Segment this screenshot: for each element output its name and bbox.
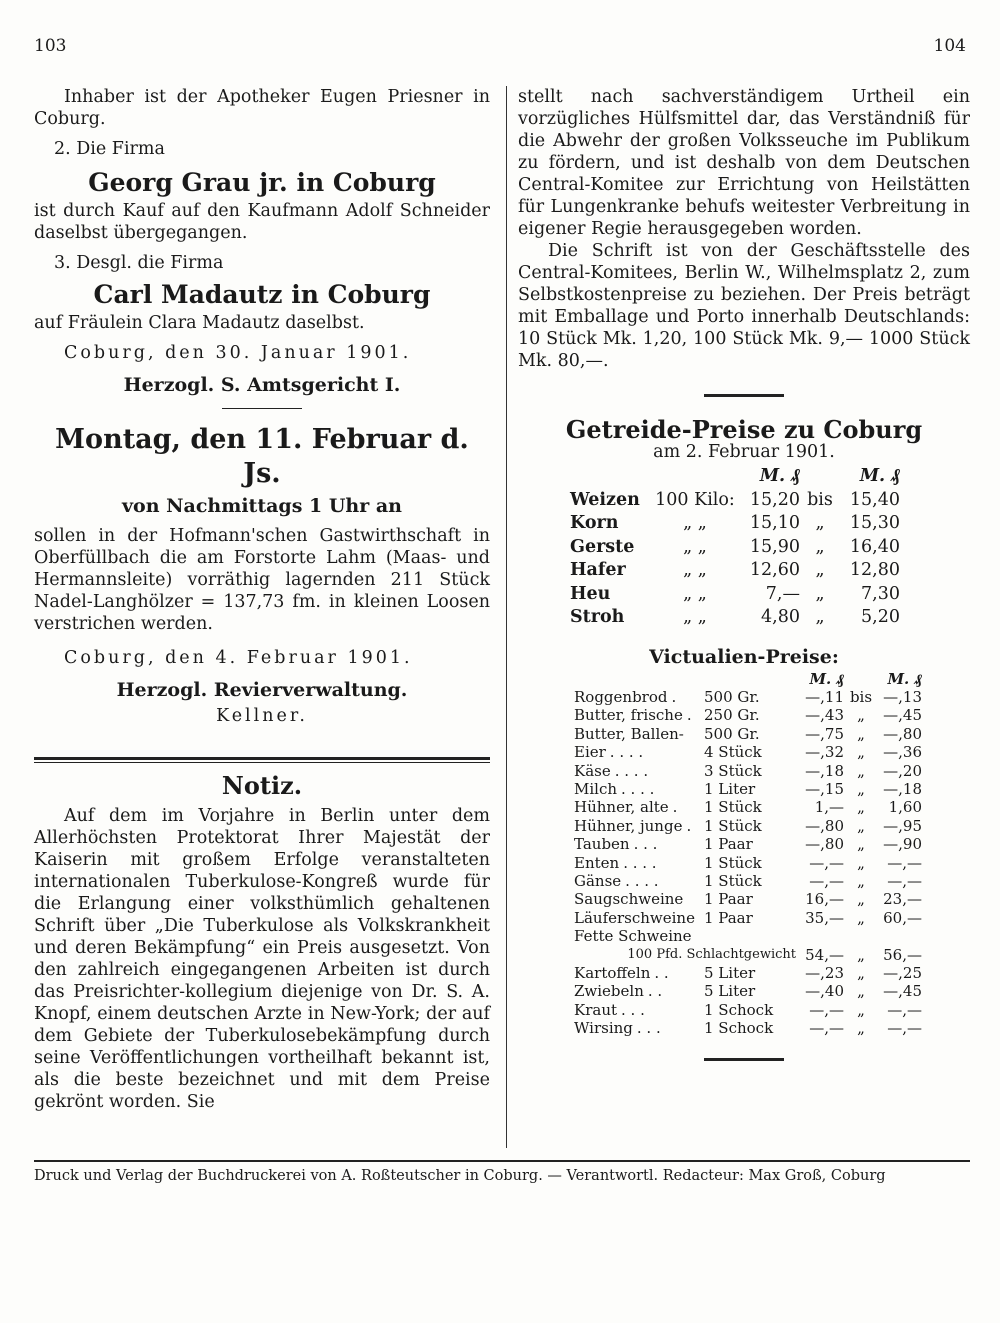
double-rule	[34, 757, 490, 763]
item-leader-dots: .	[672, 798, 678, 817]
grain-separator: bis	[807, 489, 833, 510]
item-price-from: —,75	[805, 724, 844, 743]
item-separator: „	[857, 798, 865, 817]
grain-separator: „	[815, 560, 825, 580]
item-quantity: 4 Stück	[704, 743, 762, 762]
grain-price-from: 15,90	[749, 536, 800, 557]
grain-quantity: „ „	[683, 583, 707, 604]
item-separator: „	[857, 890, 865, 909]
item-price-to: —,18	[883, 779, 922, 798]
item-quantity: 500 Gr.	[704, 724, 760, 743]
victualien-row	[574, 762, 922, 780]
auction-text: sollen in der Hofmann'schen Gastwirthschaft in Oberfüllbach die am Forstorte Lahm (Maas- und Hermannsleite) vorräthig lagernden 211 Stück Nadel-Langhölzer = 137,73 fm. in kleinen Loosen verstrichen werden.	[34, 526, 490, 634]
grain-quantity: „ „	[683, 607, 707, 627]
item-price-from: —,80	[805, 816, 844, 835]
victualien-row	[574, 835, 922, 853]
item-quantity	[704, 927, 796, 945]
grain-name: Hafer	[570, 560, 626, 580]
vict-unit-row	[574, 670, 922, 688]
item-separator: „	[857, 964, 865, 982]
item-name	[574, 982, 704, 1000]
item-price-to: —,—	[887, 853, 922, 872]
victualien-row	[574, 909, 922, 927]
victualien-row	[574, 798, 922, 816]
item-name	[574, 835, 704, 853]
grain-price-table	[570, 465, 900, 630]
item-leader-dots: . .	[647, 982, 663, 1001]
item-quantity: 1 Stück	[704, 871, 762, 890]
item-leader-dots: . . . .	[621, 779, 655, 798]
item-label: Milch	[574, 779, 618, 798]
victualien-row	[574, 688, 922, 706]
item-label: Enten	[574, 853, 620, 872]
section-rule-right	[704, 394, 784, 397]
item-price-from: —,—	[809, 871, 844, 890]
item-name	[574, 798, 704, 816]
victualien-row	[574, 780, 922, 798]
grain-separator: „	[815, 607, 825, 627]
item-label: Gänse	[574, 871, 622, 890]
item-price-from: —,11	[805, 687, 844, 706]
grain-row	[570, 489, 900, 513]
item-price-from: 1,—	[814, 798, 844, 817]
victualien-row	[574, 1001, 922, 1019]
left-column	[34, 86, 490, 1113]
page-number-right: 104	[933, 36, 966, 56]
item-price-to: —,13	[883, 687, 922, 706]
item-price-from: —,43	[805, 706, 844, 725]
grain-separator: „	[815, 583, 825, 604]
grain-separator: „	[815, 513, 825, 533]
auction-heading: Montag, den 11. Februar d. Js.	[55, 424, 469, 489]
victualien-row	[574, 890, 922, 908]
item-label: Kartoffeln	[574, 964, 651, 982]
item-quantity: 1 Schock	[704, 1019, 774, 1038]
item-leader-dots: . . .	[633, 835, 658, 854]
victualien-title: Victualien-Preise:	[649, 645, 839, 668]
item-price-from: 16,—	[805, 890, 844, 909]
grain-price-from: 7,—	[765, 583, 800, 604]
item-name	[574, 909, 704, 927]
grain-price-to: 15,30	[849, 513, 900, 533]
item-name	[574, 1019, 704, 1037]
item-name	[574, 780, 704, 798]
item-price-to: —,45	[883, 706, 922, 725]
unit-pf: ₰	[791, 466, 800, 486]
grain-price-from: 15,20	[749, 489, 800, 510]
item-separator: „	[857, 853, 865, 872]
grain-name: Stroh	[570, 607, 625, 627]
item-label: Käse	[574, 761, 611, 780]
item-separator: bis	[849, 687, 873, 706]
victualien-row	[574, 946, 922, 964]
item-quantity: 1 Stück	[704, 798, 762, 817]
grain-row	[570, 559, 900, 583]
grain-row	[570, 536, 900, 560]
item-price-to: —,—	[887, 871, 922, 890]
item-separator: „	[857, 816, 865, 835]
item-quantity: 1 Stück	[704, 816, 762, 835]
item-label: Wirsing	[574, 1019, 633, 1038]
item-price-to: —,—	[887, 1000, 922, 1019]
item-price-to: —,90	[883, 835, 922, 854]
unit-mark: M.	[809, 669, 832, 688]
item-quantity: 1 Paar	[704, 835, 753, 854]
grain-quantity: 100 Kilo:	[655, 489, 735, 510]
item-quantity: 3 Stück	[704, 761, 762, 780]
unit-mark: M.	[759, 466, 786, 486]
item-leader-dots: . . . .	[625, 871, 659, 890]
victualien-row	[574, 964, 922, 982]
item-price-to: 23,—	[883, 890, 922, 909]
grain-name: Weizen	[570, 489, 640, 510]
continuation-text: stellt nach sachverständigem Urtheil ein vorzügliches Hülfsmittel dar, das Verständniß für die Abwehr der großen Volksseuche im Publikum zu fördern, und ist deshalb von dem Deutschen Central-Komitee zur Errichtung von Heilstätten für Lungenkranke behufs weitester Verbreitung in eigener Regie herausgegeben worden.	[518, 87, 970, 239]
grain-price-from: 4,80	[761, 607, 800, 627]
item-leader-dots: . .	[654, 964, 669, 982]
item-quantity: 1 Liter	[704, 779, 756, 798]
victualien-row	[574, 725, 922, 743]
grain-name: Gerste	[570, 536, 635, 557]
grain-row	[570, 606, 900, 630]
victualien-row	[574, 854, 922, 872]
item-name	[574, 964, 704, 982]
grain-quantity: „ „	[683, 513, 707, 533]
unit-mark: M.	[887, 669, 910, 688]
firm-3-name: Carl Madautz in Coburg	[93, 280, 431, 309]
item-name	[574, 1001, 704, 1019]
column-divider	[506, 86, 507, 1148]
item-label: Hühner, junge	[574, 816, 683, 835]
office-signature: Herzogl. Revierverwaltung.	[116, 679, 408, 701]
item-leader-dots: .	[686, 706, 692, 725]
item-price-to: —,45	[883, 982, 922, 1001]
item-quantity: 100 Pfd. Schlachtgewicht	[627, 946, 796, 962]
item-quantity: 500 Gr.	[704, 687, 760, 706]
unit-pf: ₰	[836, 669, 844, 688]
victualien-row	[574, 1019, 922, 1037]
item-leader-dots: .	[686, 816, 692, 835]
item-price-from: —,—	[809, 1000, 844, 1019]
item-label: Tauben	[574, 835, 630, 854]
item-label: Zwiebeln	[574, 982, 644, 1001]
section-rule	[222, 408, 302, 409]
item-label: Fette Schweine	[574, 927, 692, 946]
unit-mark: M.	[859, 466, 886, 486]
victualien-row	[574, 706, 922, 724]
unit-pf: ₰	[914, 669, 922, 688]
getreide-title: Getreide-Preise zu Coburg	[565, 415, 923, 444]
item-quantity: 1 Paar	[704, 890, 753, 909]
item-separator: „	[857, 1019, 865, 1038]
item-separator: „	[857, 743, 865, 762]
item-price-to: 60,—	[883, 908, 922, 927]
item-separator: „	[857, 982, 865, 1001]
item-leader-dots: . . . .	[609, 743, 644, 762]
end-rule	[704, 1058, 784, 1061]
item-quantity: 250 Gr.	[704, 706, 760, 725]
item-separator: „	[857, 908, 865, 927]
grain-price-to: 15,40	[849, 489, 900, 510]
grain-quantity: „ „	[683, 536, 707, 557]
item-separator: „	[857, 871, 865, 890]
item-price-to: —,36	[883, 743, 922, 762]
item-name	[574, 743, 704, 761]
item-price-to: 1,60	[888, 798, 922, 817]
item-separator	[844, 927, 878, 945]
firm-2-text: ist durch Kauf auf den Kaufmann Adolf Schneider daselbst übergegangen.	[34, 201, 490, 243]
imprint-footer: Druck und Verlag der Buchdruckerei von A. Roßteutscher in Coburg. — Verantwortl. Redacteur: Max Groß, Coburg	[34, 1160, 970, 1184]
firm-3-text: auf Fräulein Clara Madautz daselbst.	[34, 313, 365, 333]
item-price-from: —,23	[805, 964, 844, 982]
item-leader-dots: .	[671, 687, 677, 706]
notice-owner: Inhaber ist der Apotheker Eugen Priesner in Coburg.	[34, 87, 490, 129]
item-separator: „	[857, 724, 865, 743]
grain-row	[570, 583, 900, 607]
grain-quantity: „ „	[683, 560, 707, 580]
right-column	[518, 86, 970, 1071]
item-price-from: 54,—	[805, 945, 844, 964]
item-price-to: 56,—	[883, 945, 922, 964]
item-price-from: —,32	[805, 743, 844, 762]
item-name	[574, 854, 704, 872]
item-name	[574, 872, 704, 890]
item-name	[574, 688, 704, 706]
item-label: Saugschweine	[574, 890, 684, 909]
item-price-from: —,—	[809, 1019, 844, 1038]
victualien-row	[574, 817, 922, 835]
grain-separator: „	[815, 536, 825, 557]
grain-name: Korn	[570, 513, 619, 533]
grain-price-to: 7,30	[861, 583, 900, 604]
item-separator: „	[857, 779, 865, 798]
victualien-row	[574, 927, 922, 945]
notiz-title: Notiz.	[221, 771, 303, 800]
grain-price-from: 15,10	[749, 513, 800, 533]
item-price-to	[878, 927, 922, 945]
item-price-from: —,—	[809, 853, 844, 872]
item-label: Läuferschweine	[574, 908, 695, 927]
page-number-left: 103	[34, 36, 67, 56]
grain-name: Heu	[570, 583, 611, 604]
item-separator: „	[857, 706, 865, 725]
grain-price-from: 12,60	[749, 560, 800, 580]
court-signature: Herzogl. S. Amtsgericht I.	[123, 374, 401, 396]
firm-2-name: Georg Grau jr. in Coburg	[88, 168, 436, 197]
item-name	[574, 762, 704, 780]
auction-subheading: von Nachmittags 1 Uhr an	[122, 495, 402, 517]
item-separator: „	[857, 761, 865, 780]
signer-name: Kellner.	[216, 706, 308, 726]
item-label: Kraut	[574, 1000, 618, 1019]
item-price-from: 35,—	[805, 908, 844, 927]
item-name	[574, 927, 704, 945]
grain-unit-row	[570, 465, 900, 489]
notiz-text: Auf dem im Vorjahre in Berlin unter dem Allerhöchsten Protektorat Ihrer Majestät der Kaiserin mit großem Erfolge veranstalteten internationalen Tuberkulose-Kongreß wurde für die Erlangung einer volksthümlich gehaltenen Schrift über „Die Tuberkulose als Volkskrankheit und deren Bekämpfung“ ein Preis ausgesetzt. Von den zahlreich eingegangenen Arbeiten ist durch das Preisrichter-kollegium diejenige von Dr. S. A. Knopf, einem deutschen Arzte in New-York; der auf dem Gebiete der Tuberkulosebekämpfung durch seine Veröffentlichungen vortheilhaft bekannt ist, als die beste bezeichnet und mit dem Preise gekrönt worden. Sie	[34, 806, 490, 1112]
item-label: Roggenbrod	[574, 687, 668, 706]
grain-price-to: 5,20	[861, 607, 900, 627]
firm-3-intro: 3. Desgl. die Firma	[54, 253, 224, 273]
item-label: Hühner, alte	[574, 798, 669, 817]
item-price-to: —,25	[883, 964, 922, 982]
item-name	[574, 706, 704, 724]
victualien-row	[574, 872, 922, 890]
item-separator: „	[857, 1000, 865, 1019]
item-price-to: —,20	[883, 761, 922, 780]
date-2: Coburg, den 4. Februar 1901.	[64, 648, 413, 668]
item-price-to: —,95	[883, 816, 922, 835]
item-price-from: —,40	[805, 982, 844, 1001]
unit-pf: ₰	[891, 466, 900, 486]
victualien-row	[574, 982, 922, 1000]
item-separator: „	[857, 945, 865, 964]
date-1: Coburg, den 30. Januar 1901.	[64, 343, 412, 363]
item-price-to: —,80	[883, 724, 922, 743]
item-leader-dots: . . . .	[623, 853, 657, 872]
item-price-from: —,80	[805, 835, 844, 854]
item-label: Butter, Ballen-	[574, 724, 684, 743]
item-leader-dots: . . . .	[614, 761, 649, 780]
grain-price-to: 12,80	[849, 560, 900, 580]
item-label: Eier	[574, 743, 606, 762]
item-leader-dots: . . .	[621, 1000, 645, 1019]
price-info-text: Die Schrift ist von der Geschäftsstelle des Central-Komitees, Berlin W., Wilhelmsplatz 2, zum Selbstkostenpreise zu beziehen. Der Preis beträgt mit Emballage und Porto innerhalb Deutschlands: 10 Stück Mk. 1,20, 100 Stück Mk. 9,— 1000 Stück Mk. 80,—.	[518, 241, 970, 371]
item-name	[574, 725, 704, 743]
item-price-from	[796, 927, 844, 945]
grain-row	[570, 512, 900, 536]
item-quantity: 1 Schock	[704, 1000, 774, 1019]
item-name	[574, 890, 704, 908]
item-price-from: —,15	[805, 779, 844, 798]
item-price-to: —,—	[887, 1019, 922, 1038]
item-leader-dots: . . .	[636, 1019, 661, 1038]
item-quantity: 5 Liter	[704, 982, 756, 1001]
victualien-row	[574, 743, 922, 761]
item-separator: „	[857, 835, 865, 854]
victualien-price-table	[574, 670, 922, 1038]
item-label: Butter, frische	[574, 706, 683, 725]
item-quantity: 1 Paar	[704, 908, 753, 927]
grain-price-to: 16,40	[849, 536, 900, 557]
firm-2-intro: 2. Die Firma	[54, 139, 165, 159]
item-name	[574, 817, 704, 835]
item-quantity: 5 Liter	[704, 964, 756, 982]
item-quantity: 1 Stück	[704, 853, 762, 872]
getreide-date: am 2. Februar 1901.	[653, 442, 835, 462]
item-price-from: —,18	[805, 761, 844, 780]
